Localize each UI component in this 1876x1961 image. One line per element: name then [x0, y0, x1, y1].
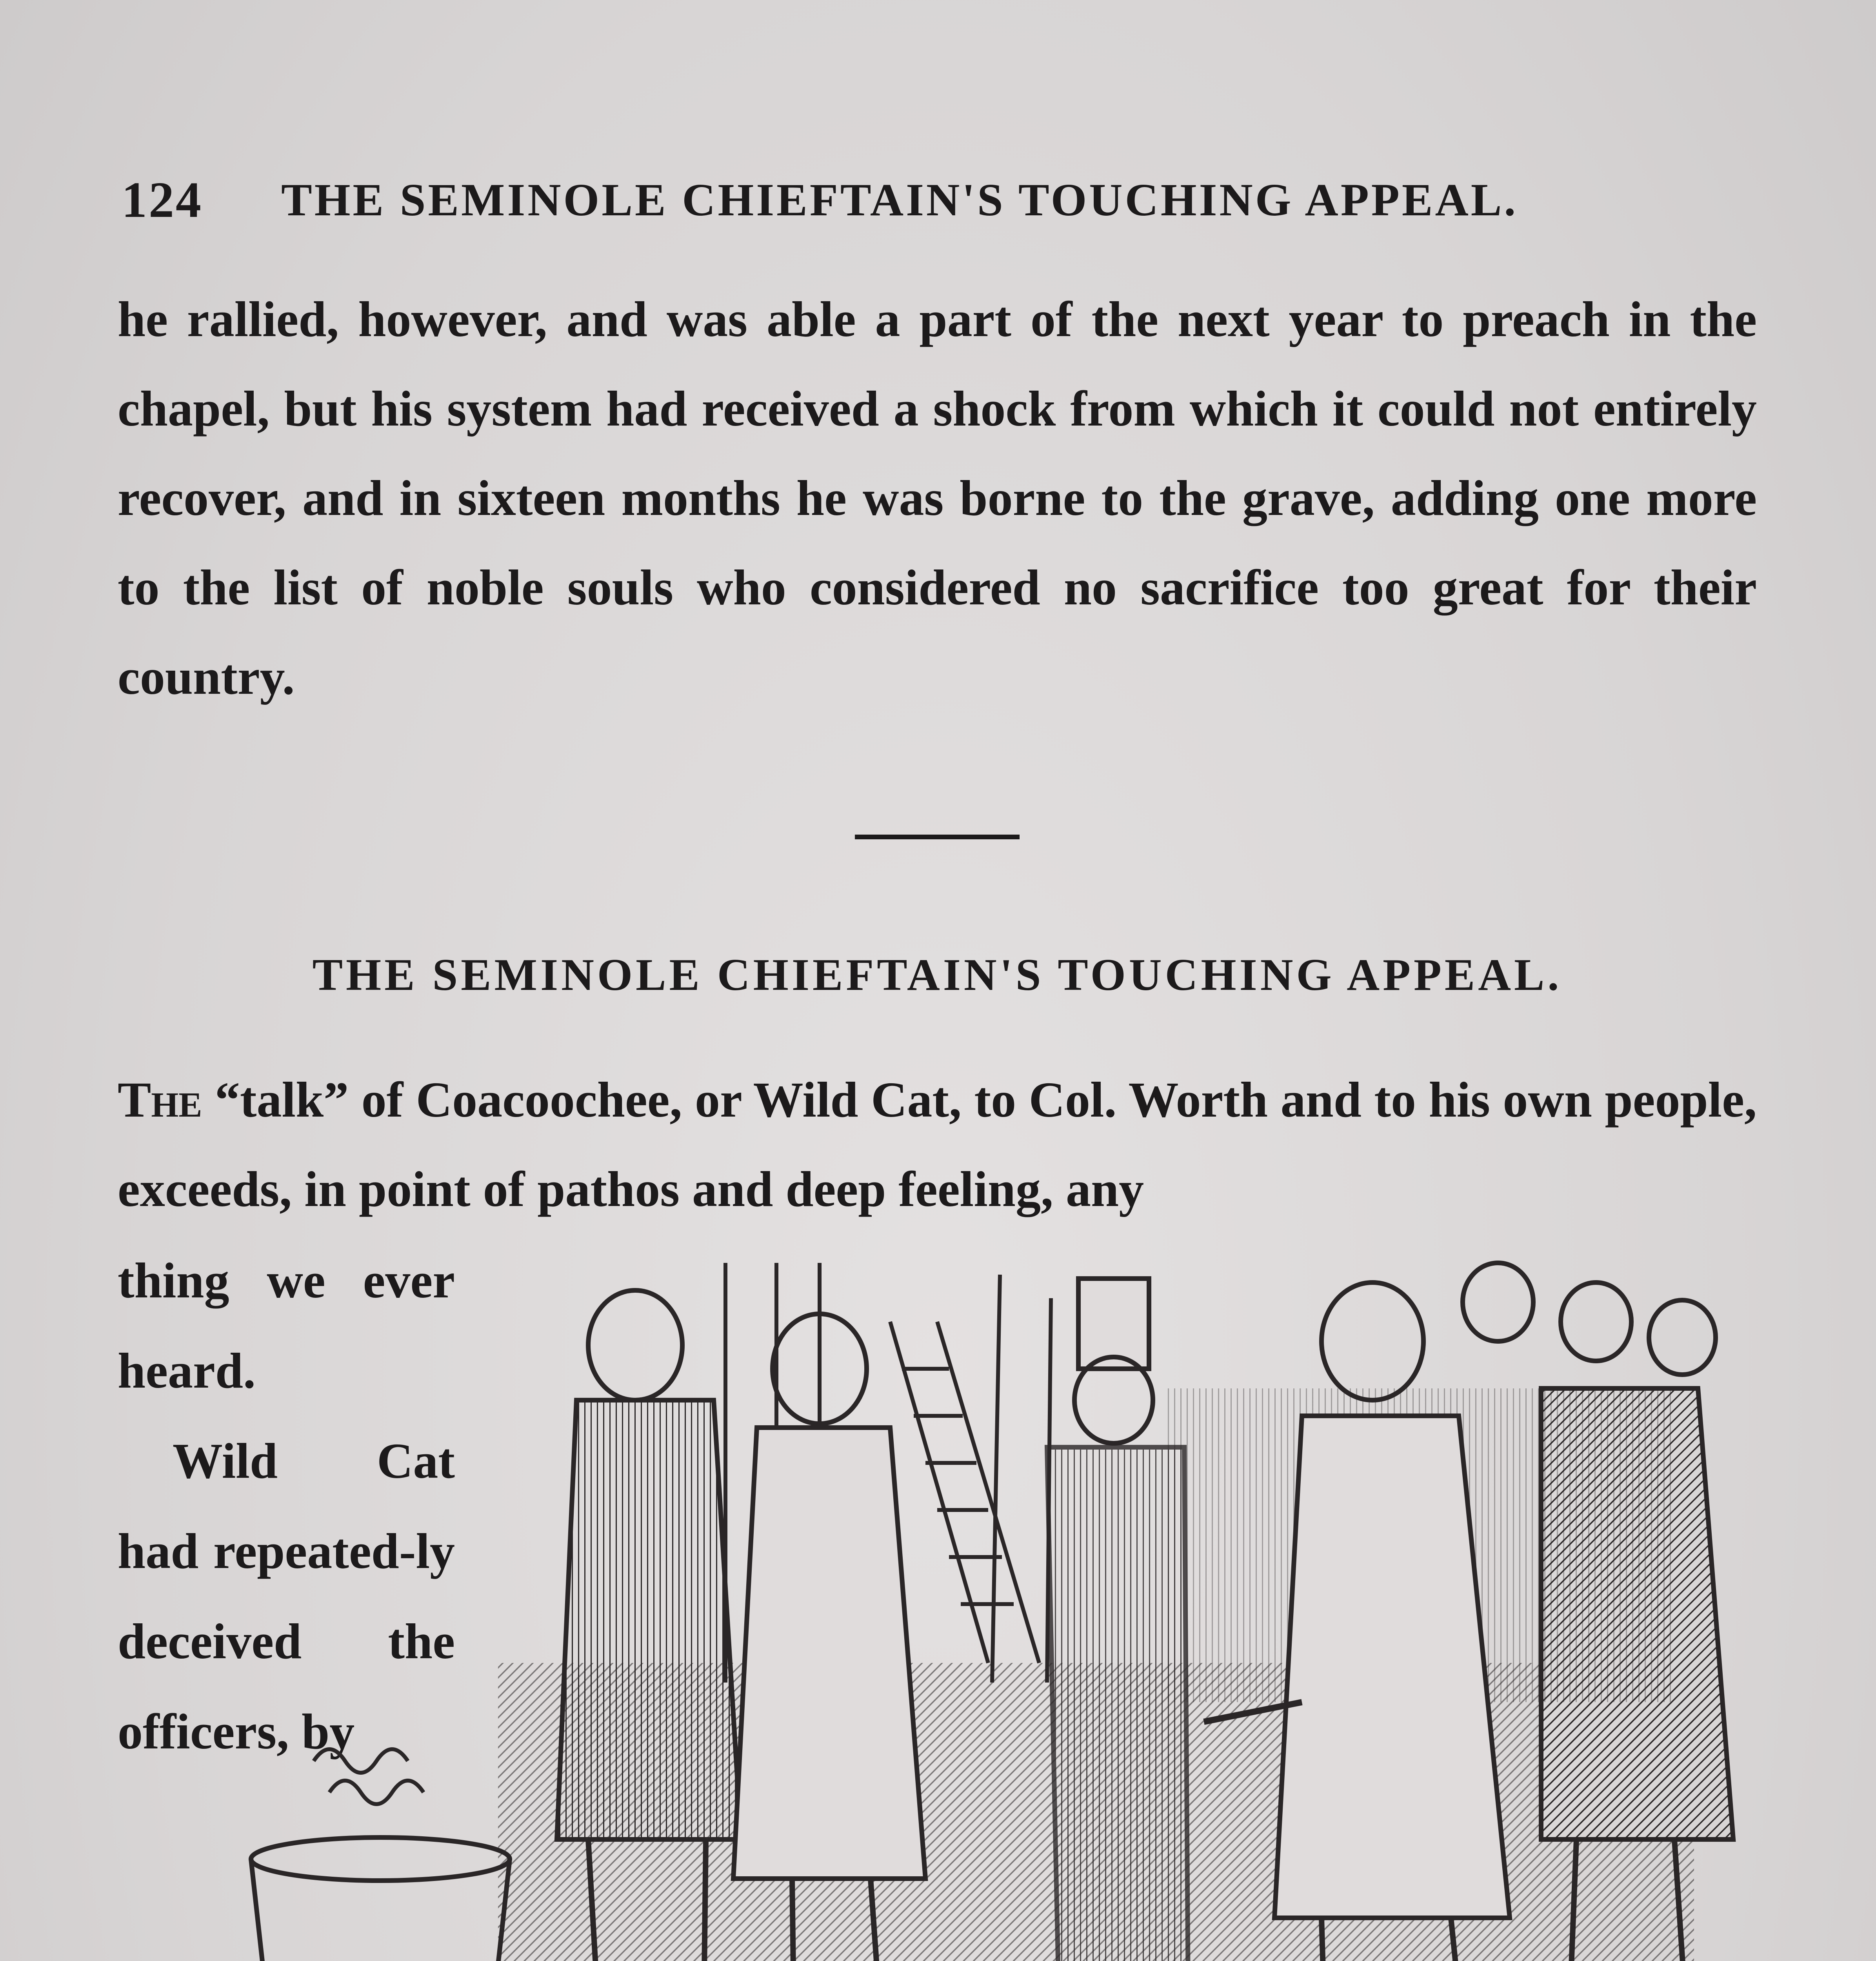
section-title: THE SEMINOLE CHIEFTAIN'S TOUCHING APPEAL. [312, 950, 1562, 1000]
side-text-2: Wild Cat had repeated-ly deceived the officers, by [118, 1433, 455, 1759]
intro-paragraph [118, 1055, 1757, 1234]
figure-prisoner-left [733, 1314, 925, 1961]
wooden-tub [251, 1837, 510, 1961]
section-divider [855, 835, 1020, 839]
engraving-illustration [145, 1251, 1761, 1961]
top-paragraph: he rallied, however, and was able a part of the next year to preach in the chapel, but his system had received a shock from which it could not entirely recover, and in sixteen months he was borne to the grave, adding one more to the list of noble souls who considered no sacrifice too great for their country. [118, 291, 1757, 705]
running-title: THE SEMINOLE CHIEFTAIN'S TOUCHING APPEAL. [281, 174, 1518, 226]
intro-lead-word: The [118, 1072, 202, 1128]
smoke-lines [314, 1749, 424, 1804]
page-header [122, 173, 1769, 227]
intro-text: “talk” of Coacoochee, or Wild Cat, to Col. Worth and to his own people, exceeds, in point of pathos and deep feeling, any [118, 1072, 1757, 1217]
side-text-1: thing we ever heard. [118, 1253, 455, 1399]
figure-soldier [1047, 1279, 1188, 1961]
page-number: 124 [122, 172, 203, 228]
